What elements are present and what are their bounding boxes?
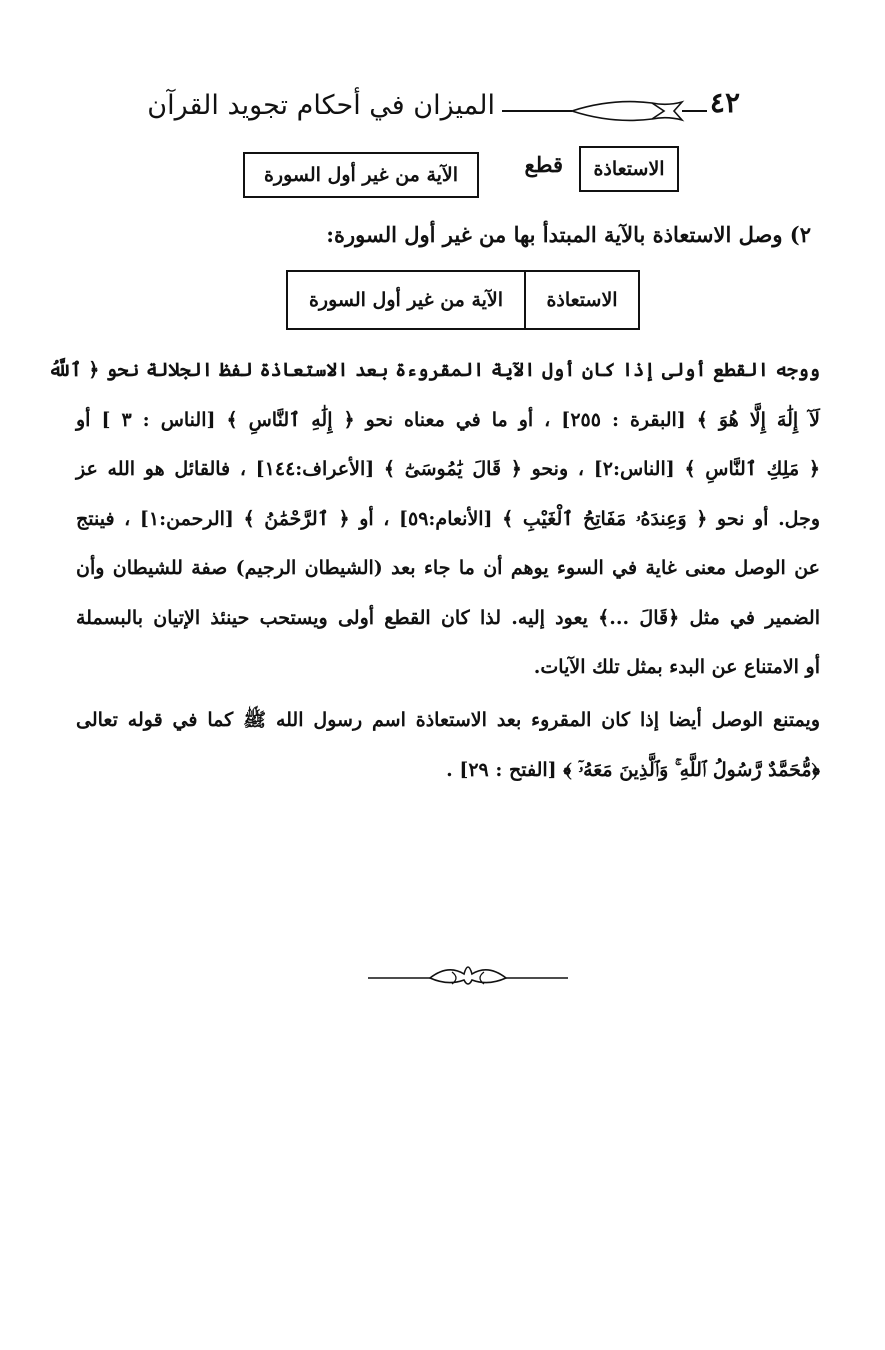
istiadha-box: الاستعاذة: [579, 146, 679, 192]
text-line: ويمتنع الوصل أيضا إذا كان المقروء بعد الاستعاذة اسم رسول الله ﷺ كما في قوله تعالى: [76, 709, 820, 731]
text-line: وجل. أو نحو ﴿ وَعِندَهُۥ مَفَاتِحُ ٱلْغَيْبِ ﴾ [الأنعام:٥٩] ، أو ﴿ ٱلرَّحْمَٰنُ ﴾ [الرحمن:١] ، فينتج: [76, 507, 820, 530]
wasl-aya-cell: الآية من غير أول السورة: [308, 289, 504, 311]
book-title: الميزان في أحكام تجويد القرآن: [147, 90, 495, 121]
text-line: عن الوصل معنى غاية في السوء يوهم أن ما جاء بعد (الشيطان الرجيم) صفة للشيطان وأن: [76, 557, 820, 579]
text-line: ووجه القطع أولى إذا كان أول الآية المقروءة بعد الاستعاذة لفظ الجلالة نحو ﴿ ٱللَّهُ: [48, 359, 820, 381]
text-line: الضمير في مثل ﴿قَالَ ...﴾ يعود إليه. لذا كان القطع أولى ويستحب حينئذ الإتيان بالبسملة: [76, 606, 820, 629]
text-line: لَآ إِلَٰهَ إِلَّا هُوَ ﴾ [البقرة : ٢٥٥] ، أو ما في معناه نحو ﴿ إِلَٰهِ ٱلنَّاسِ ﴾ [الناس : ٣ ] أو: [76, 408, 820, 431]
paragraph-prophet-name: [76, 696, 820, 795]
page-number: ٤٢: [709, 86, 740, 119]
text-line: أو الامتناع عن البدء بمثل تلك الآيات.: [533, 656, 820, 678]
paragraph-qat-reason: [48, 346, 820, 693]
wasl-istiadha-cell: الاستعاذة: [524, 272, 638, 328]
text-line: ﴿مُّحَمَّدٌ رَّسُولُ ٱللَّهِ ۚ وَٱلَّذِينَ مَعَهُۥٓ ﴾ [الفتح : ٢٩] .: [446, 758, 820, 781]
section-divider-ornament: [368, 956, 568, 996]
qat-label: قطع: [524, 152, 563, 177]
aya-box: الآية من غير أول السورة: [243, 152, 479, 198]
diagram-qat: [243, 146, 683, 206]
text-line: ﴿ مَلِكِ ٱلنَّاسِ ﴾ [الناس:٢] ، ونحو ﴿ قَالَ يَٰمُوسَىٰٓ ﴾ [الأعراف:١٤٤] ، فالقائل هو الله عز: [76, 458, 820, 480]
header-ornament: [502, 94, 707, 128]
page-header: [140, 86, 740, 136]
wasl-table: [286, 270, 640, 330]
section-item-2: ٢) وصل الاستعاذة بالآية المبتدأ بها من غير أول السورة:: [326, 222, 811, 247]
